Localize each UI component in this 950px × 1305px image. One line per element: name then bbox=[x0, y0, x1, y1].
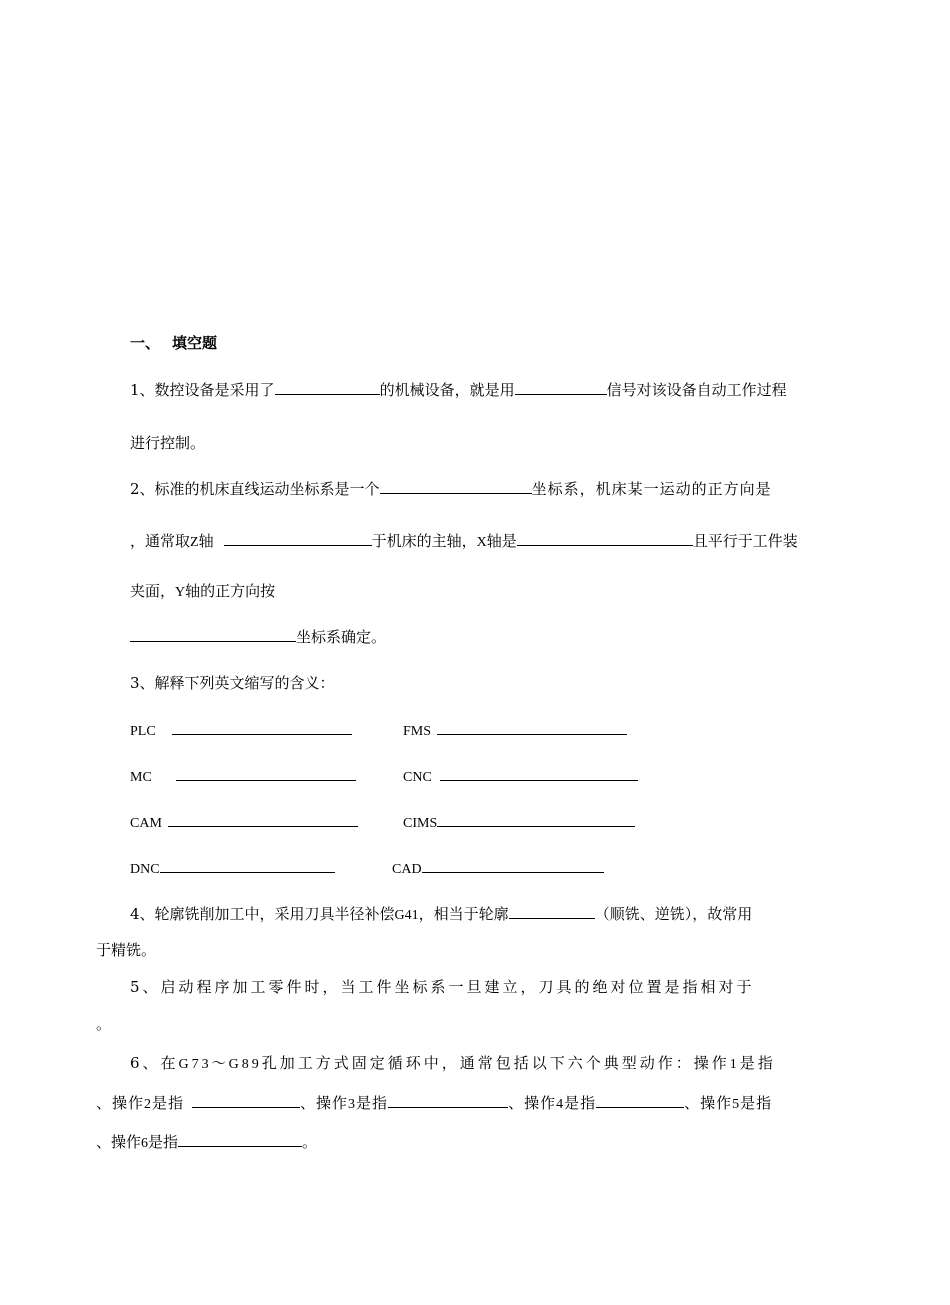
blank-6b[interactable] bbox=[192, 1092, 300, 1108]
question-4-line-1: 4、轮廓铣削加工中，采用刀具半径补偿G41，相当于轮廓 （顺铣、逆铣），故常用 bbox=[130, 905, 753, 923]
blank-cad[interactable] bbox=[422, 857, 604, 873]
abbr-plc: PLC bbox=[130, 719, 352, 742]
blank-plc[interactable] bbox=[172, 719, 352, 735]
blank-2c[interactable] bbox=[517, 530, 693, 546]
blank-6d[interactable] bbox=[596, 1092, 684, 1108]
abbr-cims: CIMS bbox=[403, 811, 635, 834]
question-1-line-1: 1、数控设备是采用了 的机械设备，就是用 信号对该设备自动工作过程 bbox=[130, 381, 787, 399]
blank-cims[interactable] bbox=[437, 811, 635, 827]
blank-2a[interactable] bbox=[380, 478, 532, 494]
section-heading bbox=[130, 333, 217, 353]
question-2-line-4: 坐标系确定。 bbox=[130, 626, 386, 647]
question-6-line-1: 6、在G73～G89孔加工方式固定循环中，通常包括以下六个典型动作：操作1是指 bbox=[130, 1054, 776, 1072]
question-4-line-2: 于精铣。 bbox=[96, 941, 157, 959]
question-2-line-2: ，通常取Z轴 于机床的主轴，X轴是 且平行于工件装 bbox=[130, 532, 798, 550]
blank-6c[interactable] bbox=[388, 1092, 508, 1108]
blank-cnc[interactable] bbox=[440, 765, 638, 781]
blank-1b[interactable] bbox=[515, 379, 607, 395]
blank-mc[interactable] bbox=[176, 765, 356, 781]
abbr-mc: MC bbox=[130, 765, 356, 788]
blank-dnc[interactable] bbox=[160, 857, 335, 873]
section-number: 一、 bbox=[130, 334, 161, 352]
blank-cam[interactable] bbox=[168, 811, 358, 827]
question-1-line-2: 进行控制。 bbox=[130, 434, 206, 452]
abbr-fms: FMS bbox=[403, 719, 627, 742]
question-2-line-1: 2、标准的机床直线运动坐标系是一个 坐标系，机床某一运动的正方向是 bbox=[130, 480, 772, 498]
section-title: 填空题 bbox=[172, 334, 218, 352]
blank-4a[interactable] bbox=[509, 903, 595, 919]
blank-fms[interactable] bbox=[437, 719, 627, 735]
abbr-dnc: DNC bbox=[130, 857, 335, 880]
question-3-prompt: 3、解释下列英文缩写的含义： bbox=[130, 674, 335, 692]
blank-1a[interactable] bbox=[275, 379, 380, 395]
abbr-cad: CAD bbox=[392, 857, 604, 880]
question-5-line-2: 。 bbox=[96, 1015, 112, 1033]
question-5-line-1: 5、启动程序加工零件时，当工件坐标系一旦建立，刀具的绝对位置是指相对于 bbox=[130, 978, 755, 996]
abbr-cam: CAM bbox=[130, 811, 358, 834]
question-2-line-3: 夹面，Y轴的正方向按 bbox=[130, 582, 276, 600]
question-6-line-3: 、操作6是指 。 bbox=[96, 1133, 318, 1151]
question-6-line-2: 、操作2是指 、操作3是指 、操作4是指 、操作5是指 bbox=[96, 1094, 773, 1112]
abbr-cnc: CNC bbox=[403, 765, 638, 788]
blank-2d[interactable] bbox=[130, 626, 296, 642]
blank-2b[interactable] bbox=[224, 530, 372, 546]
blank-6f[interactable] bbox=[178, 1131, 302, 1147]
